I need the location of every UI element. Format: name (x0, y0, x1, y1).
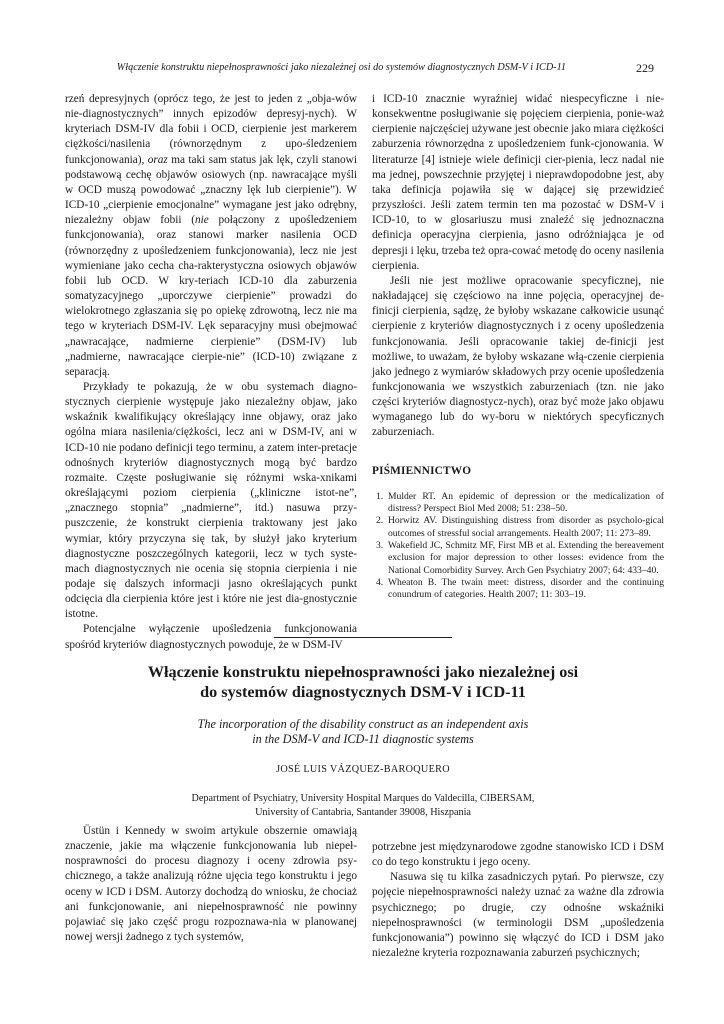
paragraph: Üstün i Kennedy w swoim artykule obszernie omawiają znaczenie, jakie ma włączenie funkcjonowania lub niepeł-nosprawności do procesu diagnozy i oceny zdrowia psy-chicznego, a także analizują różne ujęcia tego konstruktu i jego oceny w ICD i DSM. Autorzy dochodzą do wniosku, że chociaż ani funkcjonowanie, ani niepełnosprawność nie powinny pojawiać się jako część progu rozpoznawa-nia w planowanej nowej wersji żadnego z tych systemów, (65, 825, 357, 944)
paragraph: Przykłady te pokazują, że w obu systemach diagno-stycznych cierpienie występuje jako niezależny objaw, jako wskaźnik kwalifikujący określający inne objawy, oraz jako ogólna miara nasilenia/ciężkości, lecz ani w DSM-IV, ani w ICD-10 nie podano definicji tego terminu, a zatem inter-pretacje odnośnych kryteriów diagnostycznych mogą być bardzo rozmaite. Częste posługiwanie się różnymi wska-xnikami określającymi poziom cierpienia („kliniczne istot-ne”, „znacznego stopnia” „nadmierne”, itd.) nasuwa przy-puszczenie, że konstrukt cierpienia traktowany jest jako wymiar, który przyczyna się tak, by służył jako kryterium diagnostyczne poszczególnych kategorii, lecz w tych syste-mach diagnostycznych nie ocenia się stopnia cierpienia i nie podaje się dalszych informacji jasno określających punkt odcięcia dla cierpienia które jest i które nie jest dia-gnostycznie istotne. (65, 380, 357, 621)
reference-item: 1. Mulder RT. An epidemic of depression or the medicalization of distress? Perspect Biol Med 2008; 51: 238–50. (376, 490, 664, 515)
references-list (372, 491, 664, 602)
paragraph: potrzebne jest międzynarodowe zgodne stanowisko ICD i DSM co do tego konstruktu i jego oceny. (372, 841, 664, 869)
reference-item: 3. Wakefield JC, Schmitz MF, First MB et al. Extending the bereavement exclusion for major depression to other losses: evidence from the National Comorbidity Survey. Arch Gen Psychiatry 2007; 64: 433–40. (376, 539, 664, 576)
article-author: JOSÉ LUIS VÁZQUEZ-BAROQUERO (276, 764, 450, 775)
article-subtitle: The incorporation of the disability construct as an independent axis in the DSM-V and ICD-11 diagnostic systems (197, 717, 529, 746)
article-title: Włączenie konstruktu niepełnosprawności jako niezależnej osi do systemów diagnostycznych DSM-V i ICD-11 (147, 663, 579, 701)
paragraph: rzeń depresyjnych (oprócz tego, że jest to jeden z „obja-wów nie-diagnostycznych” innych epizodów depresyj-nych). W kryteriach DSM-IV dla fobii i OCD, cierpienie jest markerem ciężkości/nasilenia (równorzędnym z upo-śledzeniem funkcjonowania), oraz ma taki sam status jak lęk, czyli stanowi podstawową cechę objawów osiowych (np. nawracające myśli w OCD muszą powodować „znaczny lęk lub cierpienie”). W ICD-10 „cierpienie emocjonalne” wymagane jest jako odrębny, niezależny objaw fobii (nie połączony z upośledzeniem funkcjonowania), oraz stanowi marker nasilenia OCD (równorzędny z upośledzeniem funkcjonowania), lecz nie jest wymieniane jako cecha cha-rakterystyczna osiowych objawów fobii lub OCD. W kry-teriach ICD-10 dla zaburzenia somatyzacyjnego „uporczywe cierpienie” prowadzi do wielokrotnego zgłaszania się po opiekę zdrowotną, lecz nie ma tego w kryteriach DSM-IV. Lęk separacyjny musi obejmować „nawracające, nadmierne cierpienie” (DSM-IV) lub „nadmierne, nawracające cierpie-nie” (ICD-10) związane z separacją. (65, 93, 357, 378)
section-divider (274, 637, 452, 638)
left-column-top (65, 92, 357, 653)
reference-item: 4. Wheaton B. The twain meet: distress, disorder and the continuing conundrum of categories. Health 2007; 11: 303–19. (376, 576, 664, 601)
right-column-bottom (372, 840, 664, 961)
paragraph: i ICD-10 znacznie wyraźniej widać niespecyficzne i nie-konsekwentne posługiwanie się pojęciem cierpienia, ponie-waż cierpienie najczęściej używane jest obecnie jako miara ciężkości zaburzenia równorzędna z upośledzeniem funk-cjonowania. W literaturze [4] istnieje wiele definicji cier-pienia, lecz nadal nie ma jednej, powszechnie przyjętej i nieprawdopodobne jest, aby taka definicja pojawiła się w dającej się przewidzieć przyszłości. Jeśli zatem termin ten ma pozostać w DSM-V i ICD-10, to w glosariuszu musi znaleźć się jednoznaczna definicja operacyjna cierpienia, jasno odróżniająca je od depresji i lęku, trzeba też opra-cować metodę do oceny nasilenia cierpienia. (372, 93, 664, 272)
reference-item: 2. Horwitz AV. Distinguishing distress from disorder as psycholo-gical outcomes of stressful social arrangements. Health 2007; 11: 273–89. (376, 515, 664, 539)
paragraph: Jeśli nie jest możliwe opracowanie specyficznej, nie nakładającej się częściowo na inne pojęcia, operacyjnej de-finicji cierpienia, sądzę, że byłoby wskazane całkowicie usunąć cierpienie z kryteriów diagnostycznych i z oceny upośledzenia funkcjonowania. Jeśli opracowanie takiej de-finicji jest możliwe, to uważam, że byłoby wskazane włą-czenie cierpienia jako jednego z wymiarów składowych przy ocenie upośledzenia funkcjonowania we wszystkich zaburzeniach (tzn. nie jako części kryteriów diagnostycz-nych), oraz być może jako objawu wymaganego lub do wy-boru w niektórych specyficznych zaburzeniach. (372, 274, 664, 439)
running-header: Włączenie konstruktu niepełnosprawności jako niezależnej osi do systemów diagnostycznych DSM-V i ICD-11 (116, 62, 566, 73)
paragraph: Nasuwa się tu kilka zasadniczych pytań. Po pierwsze, czy pojęcie niepełnosprawności należy uznać za ważne dla zdrowia psychicznego; po drugie, czy odnośne wskaźniki niepełnosprawności (w terminologii DSM „upośledzenia funkcjonowania”) powinno się włączyć do ICD i DSM jako niezależne kryteria rozpoznawania zaburzeń psychicznych; (372, 871, 664, 960)
references-heading: PIŚMIENNICTWO (372, 464, 472, 477)
author-affiliation: Department of Psychiatry, University Hospital Marques do Valdecilla, CIBERSAM, University of Cantabria, Santander 39008, Hiszpania (191, 793, 535, 818)
page-number: 229 (636, 61, 654, 75)
left-column-bottom (65, 824, 357, 945)
paragraph: Potencjalne wyłączenie upośledzenia funkcjonowania spośród kryteriów diagnostycznych powoduje, że w DSM-IV (65, 623, 357, 651)
right-column-top (372, 92, 664, 601)
